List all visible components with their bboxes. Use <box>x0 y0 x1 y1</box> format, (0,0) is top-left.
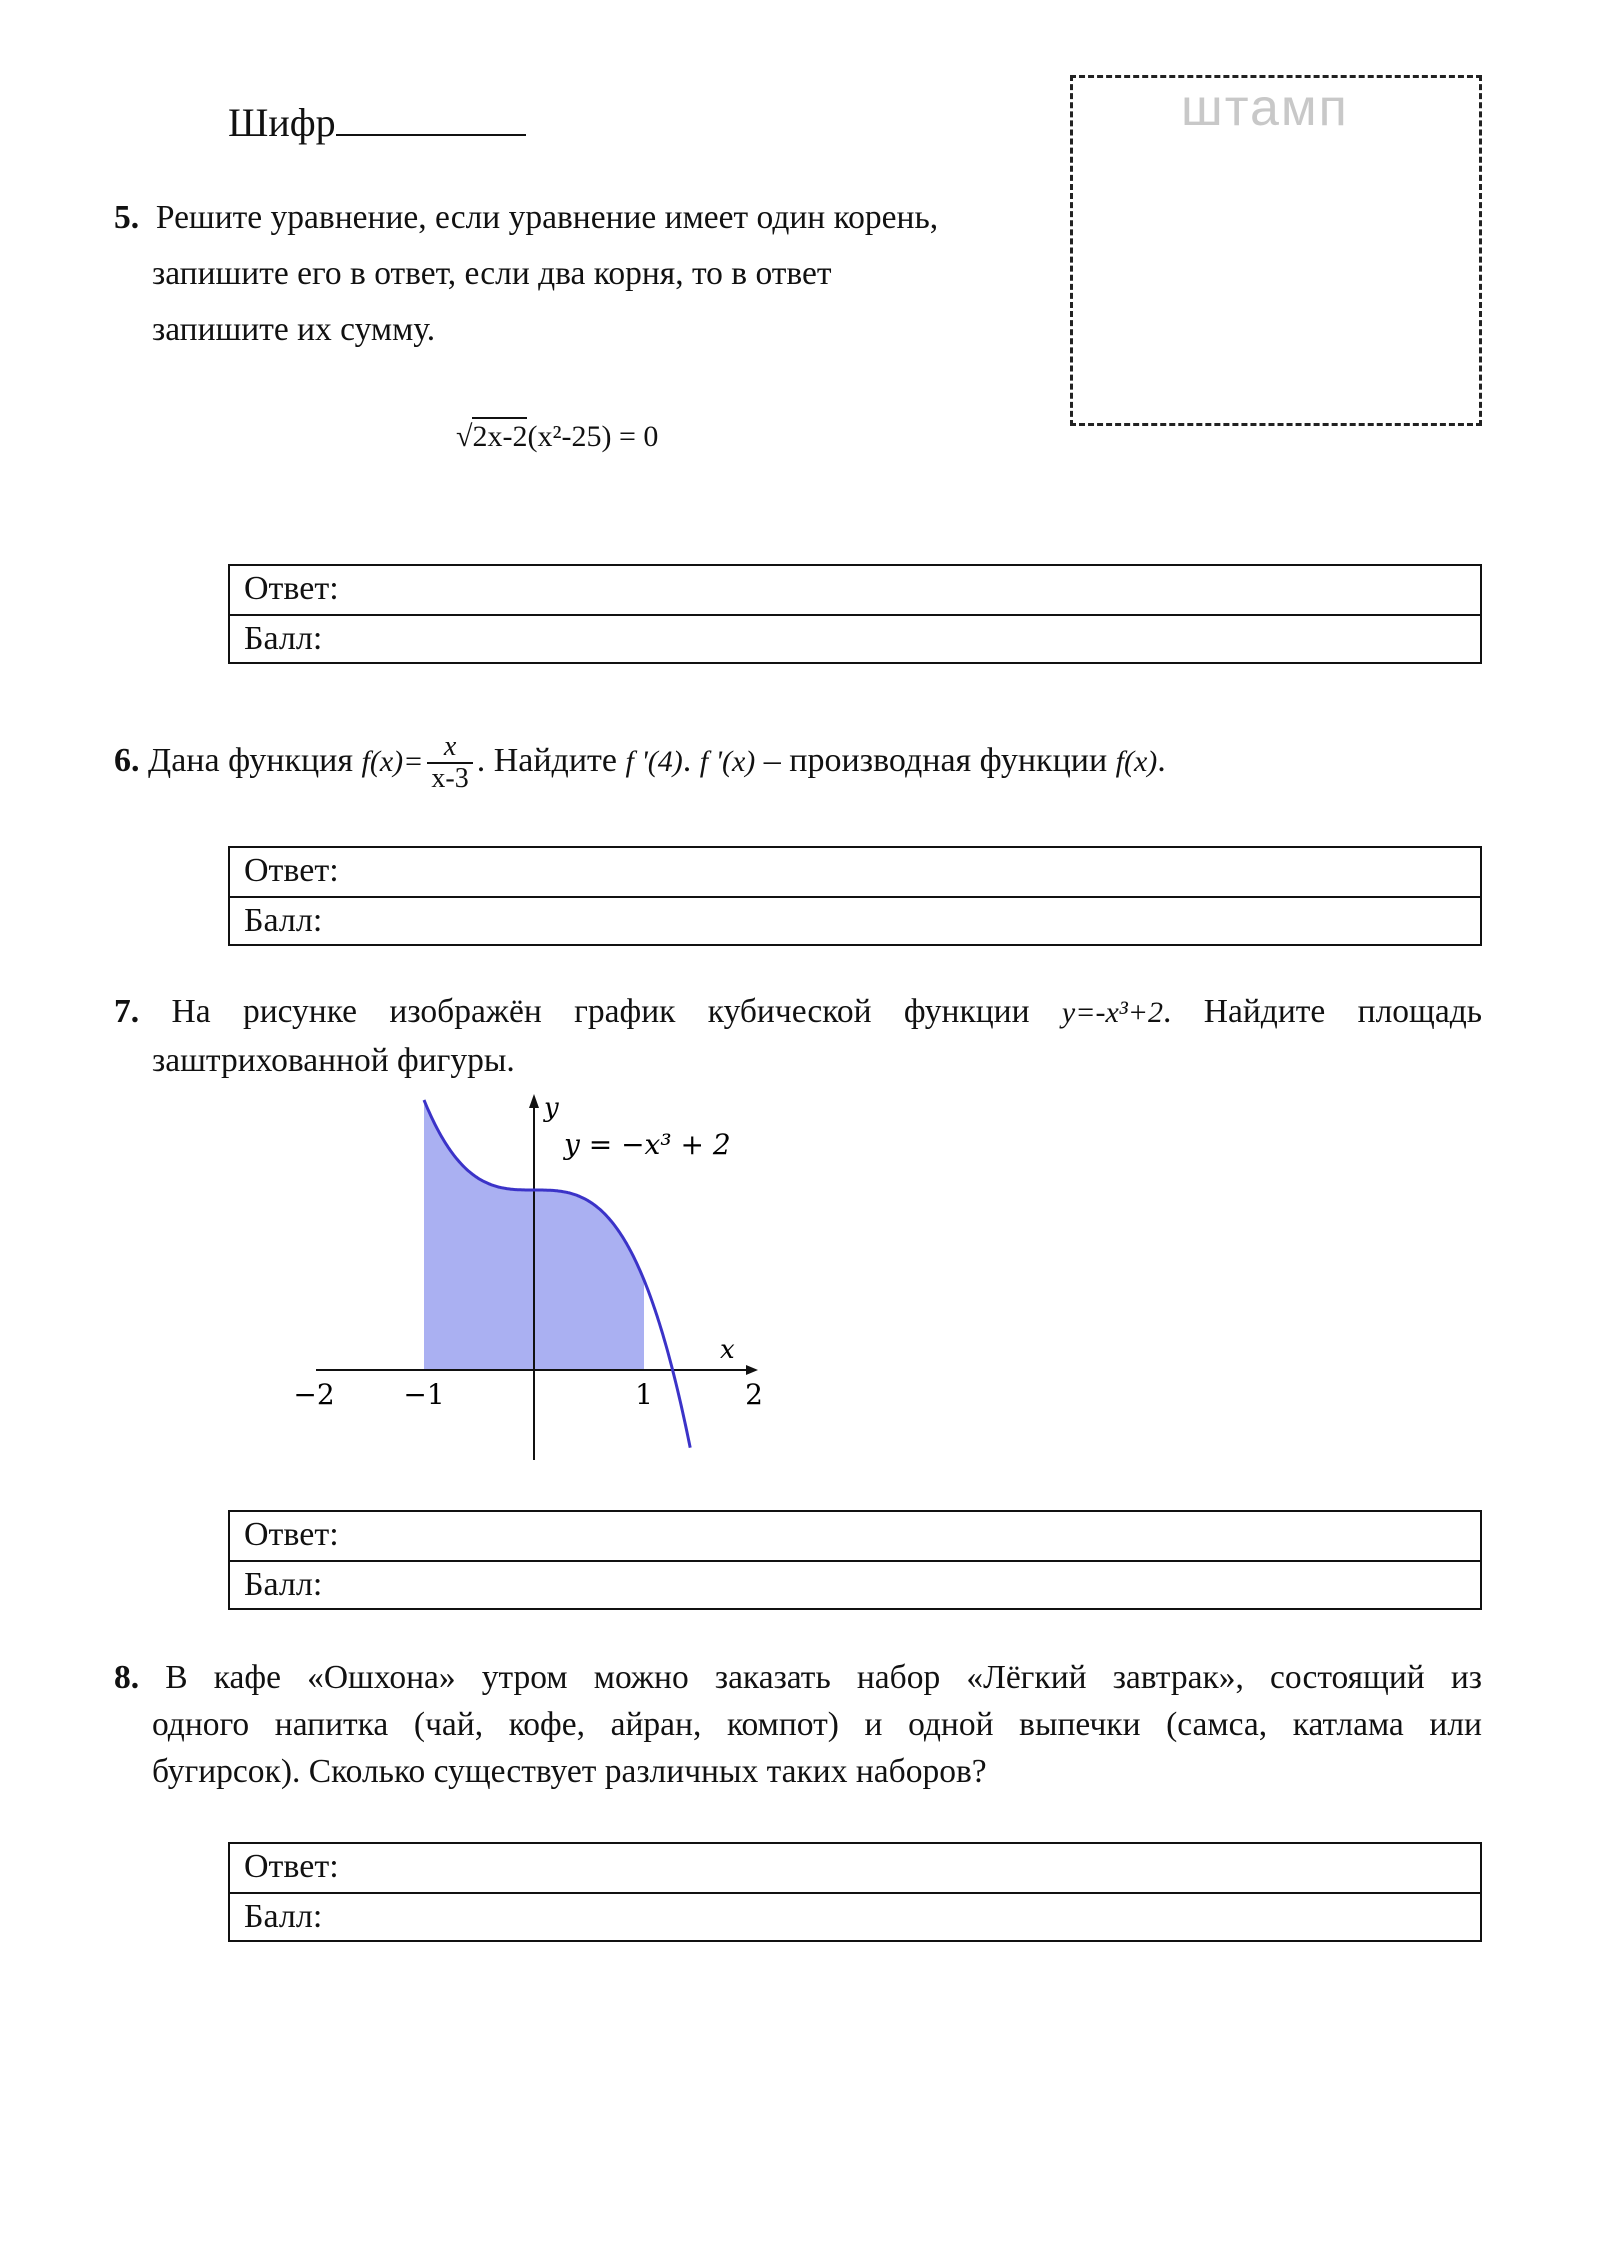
question-text: В кафе «Ошхона» утром можно заказать набор «Лёгкий завтрак», состоящий из <box>165 1659 1482 1696</box>
curve-label: y = −x³ + 2 <box>564 1128 731 1161</box>
equation-q5 <box>456 420 658 454</box>
question-text-line: Решите уравнение, если уравнение имеет один корень, <box>155 199 939 236</box>
score-field[interactable] <box>230 614 1480 662</box>
answer-field[interactable] <box>230 1844 1480 1892</box>
answer-box-q8 <box>228 1842 1482 1942</box>
fraction-denominator: x-3 <box>431 763 469 794</box>
end-period: . <box>1157 741 1166 779</box>
y-axis-arrow <box>529 1094 539 1108</box>
stamp-label: штамп <box>1181 79 1349 137</box>
score-label: Балл: <box>244 1566 323 1603</box>
cipher-blank-line[interactable] <box>336 96 526 136</box>
question-text: . Найдите <box>476 741 617 779</box>
x-tick-label: 1 <box>635 1378 653 1411</box>
y-axis-label: y <box>544 1093 559 1123</box>
answer-box-q6 <box>228 846 1482 946</box>
score-label: Балл: <box>244 620 323 657</box>
question-8 <box>114 1654 1482 1795</box>
x-tick-label: −1 <box>403 1378 445 1411</box>
answer-field[interactable] <box>230 566 1480 614</box>
score-label: Балл: <box>244 902 323 939</box>
question-number: 5. <box>114 199 140 236</box>
score-field[interactable] <box>230 1892 1480 1940</box>
equation-factor: (x²-25) <box>527 420 612 453</box>
answer-label: Ответ: <box>244 570 339 607</box>
question-5 <box>114 190 1048 358</box>
question-number: 8. <box>114 1659 140 1696</box>
cubic-formula: y=-x³+2 <box>1061 996 1164 1029</box>
x-tick-label: 2 <box>745 1378 763 1411</box>
x-axis-label: x <box>720 1335 735 1365</box>
fraction-numerator: x <box>427 732 472 764</box>
answer-label: Ответ: <box>244 1848 339 1885</box>
score-field[interactable] <box>230 1560 1480 1608</box>
question-7 <box>114 988 1482 1085</box>
score-field[interactable] <box>230 896 1480 944</box>
cipher-field <box>228 96 526 149</box>
question-text-line: бугирсок). Сколько существует различных таких наборов? <box>152 1753 987 1790</box>
question-text: На рисунке изображён график кубической функции <box>171 993 1030 1030</box>
question-text-line: одного напитка (чай, кофе, айран, компот) и одной выпечки (самса, катлама или <box>152 1706 1482 1743</box>
answer-label: Ответ: <box>244 852 339 889</box>
answer-field[interactable] <box>230 848 1480 896</box>
question-6 <box>114 732 1484 794</box>
score-label: Балл: <box>244 1898 323 1935</box>
cipher-label: Шифр <box>228 100 336 145</box>
question-text: Дана функция <box>148 741 353 779</box>
answer-field[interactable] <box>230 1512 1480 1560</box>
equation-rhs: = 0 <box>618 420 659 453</box>
question-number: 6. <box>114 741 140 779</box>
separator: . <box>682 741 692 779</box>
x-tick-label: −2 <box>293 1378 335 1411</box>
question-text: . Найдите площадь <box>1163 993 1483 1030</box>
stamp-box <box>1070 75 1482 426</box>
question-number: 7. <box>114 993 140 1030</box>
question-text-line: запишите их сумму. <box>152 311 436 348</box>
function-symbol: f(x) <box>1115 744 1158 778</box>
radicand: 2x-2 <box>472 417 527 453</box>
fraction <box>427 732 472 794</box>
answer-label: Ответ: <box>244 1516 339 1553</box>
x-tick-labels <box>293 1378 763 1411</box>
function-lhs: f(x)= <box>361 744 424 778</box>
question-text-line: заштрихованной фигуры. <box>152 1042 515 1079</box>
question-text: – производная функции <box>763 741 1108 779</box>
x-axis-arrow <box>746 1365 758 1375</box>
sqrt-sign: √ <box>456 420 473 453</box>
answer-box-q7 <box>228 1510 1482 1610</box>
cubic-function-graph <box>290 1082 770 1462</box>
derivative-at-4: f '(4) <box>625 744 683 778</box>
derivative-symbol: f '(x) <box>699 744 756 778</box>
question-text-line: запишите его в ответ, если два корня, то в ответ <box>152 255 832 292</box>
answer-box-q5 <box>228 564 1482 664</box>
